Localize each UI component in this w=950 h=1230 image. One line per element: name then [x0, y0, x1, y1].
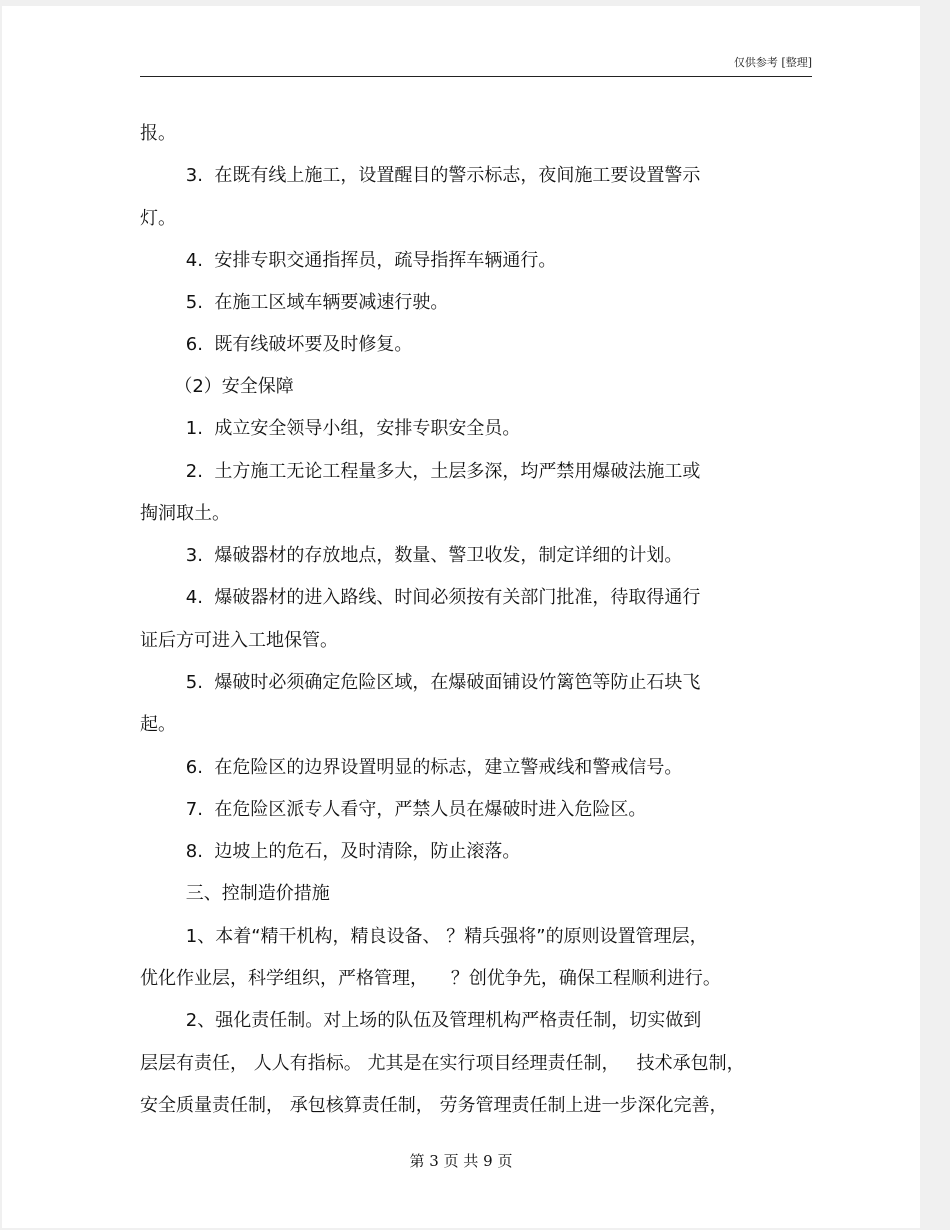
- header-divider: [140, 76, 812, 77]
- body-line: 6. 既有线破坏要及时修复。: [140, 334, 413, 355]
- body-line: 8. 边坡上的危石，及时清除，防止滚落。: [140, 841, 521, 862]
- body-line: 掏洞取土。: [140, 503, 230, 524]
- body-line: 报。: [140, 123, 176, 144]
- body-line: 灯。: [140, 208, 176, 229]
- body-line: 起。: [140, 714, 176, 735]
- body-line: 5. 爆破时必须确定危险区域，在爆破面铺设竹篱笆等防止石块飞: [140, 672, 701, 693]
- body-line: 2、强化责任制。对上场的队伍及管理机构严格责任制，切实做到: [140, 1010, 702, 1031]
- body-line: 1. 成立安全领导小组，安排专职安全员。: [140, 418, 521, 439]
- section-heading: 三、控制造价措施: [140, 883, 330, 904]
- body-line: 4. 爆破器材的进入路线、时间必须按有关部门批准，待取得通行: [140, 587, 701, 608]
- body-line: 5. 在施工区域车辆要减速行驶。: [140, 292, 449, 313]
- page-number-footer: 第 3 页 共 9 页: [409, 1152, 513, 1170]
- body-line: 1、本着“精干机构，精良设备、 ？精兵强将”的原则设置管理层，: [140, 926, 708, 947]
- section-heading: （2）安全保障: [140, 376, 294, 397]
- body-line: 3. 在既有线上施工，设置醒目的警示标志，夜间施工要设置警示: [140, 165, 701, 186]
- body-line: 层层有责任， 人人有指标。 尤其是在实行项目经理责任制， 技术承包制，: [140, 1053, 745, 1074]
- body-line: 2. 土方施工无论工程量多大，土层多深，均严禁用爆破法施工或: [140, 461, 701, 482]
- body-line: 6. 在危险区的边界设置明显的标志，建立警戒线和警戒信号。: [140, 757, 683, 778]
- document-page: [2, 6, 920, 1228]
- body-line: 证后方可进入工地保管。: [140, 630, 338, 651]
- body-line: 4. 安排专职交通指挥员，疏导指挥车辆通行。: [140, 250, 557, 271]
- body-line: 3. 爆破器材的存放地点，数量、警卫收发，制定详细的计划。: [140, 545, 683, 566]
- body-line: 安全质量责任制， 承包核算责任制， 劳务管理责任制上进一步深化完善，: [140, 1095, 728, 1116]
- body-line: 7. 在危险区派专人看守，严禁人员在爆破时进入危险区。: [140, 799, 647, 820]
- body-line: 优化作业层，科学组织，严格管理， ？创优争先，确保工程顺利进行。: [140, 968, 721, 989]
- page-header: 仅供参考 [整理]: [733, 56, 812, 69]
